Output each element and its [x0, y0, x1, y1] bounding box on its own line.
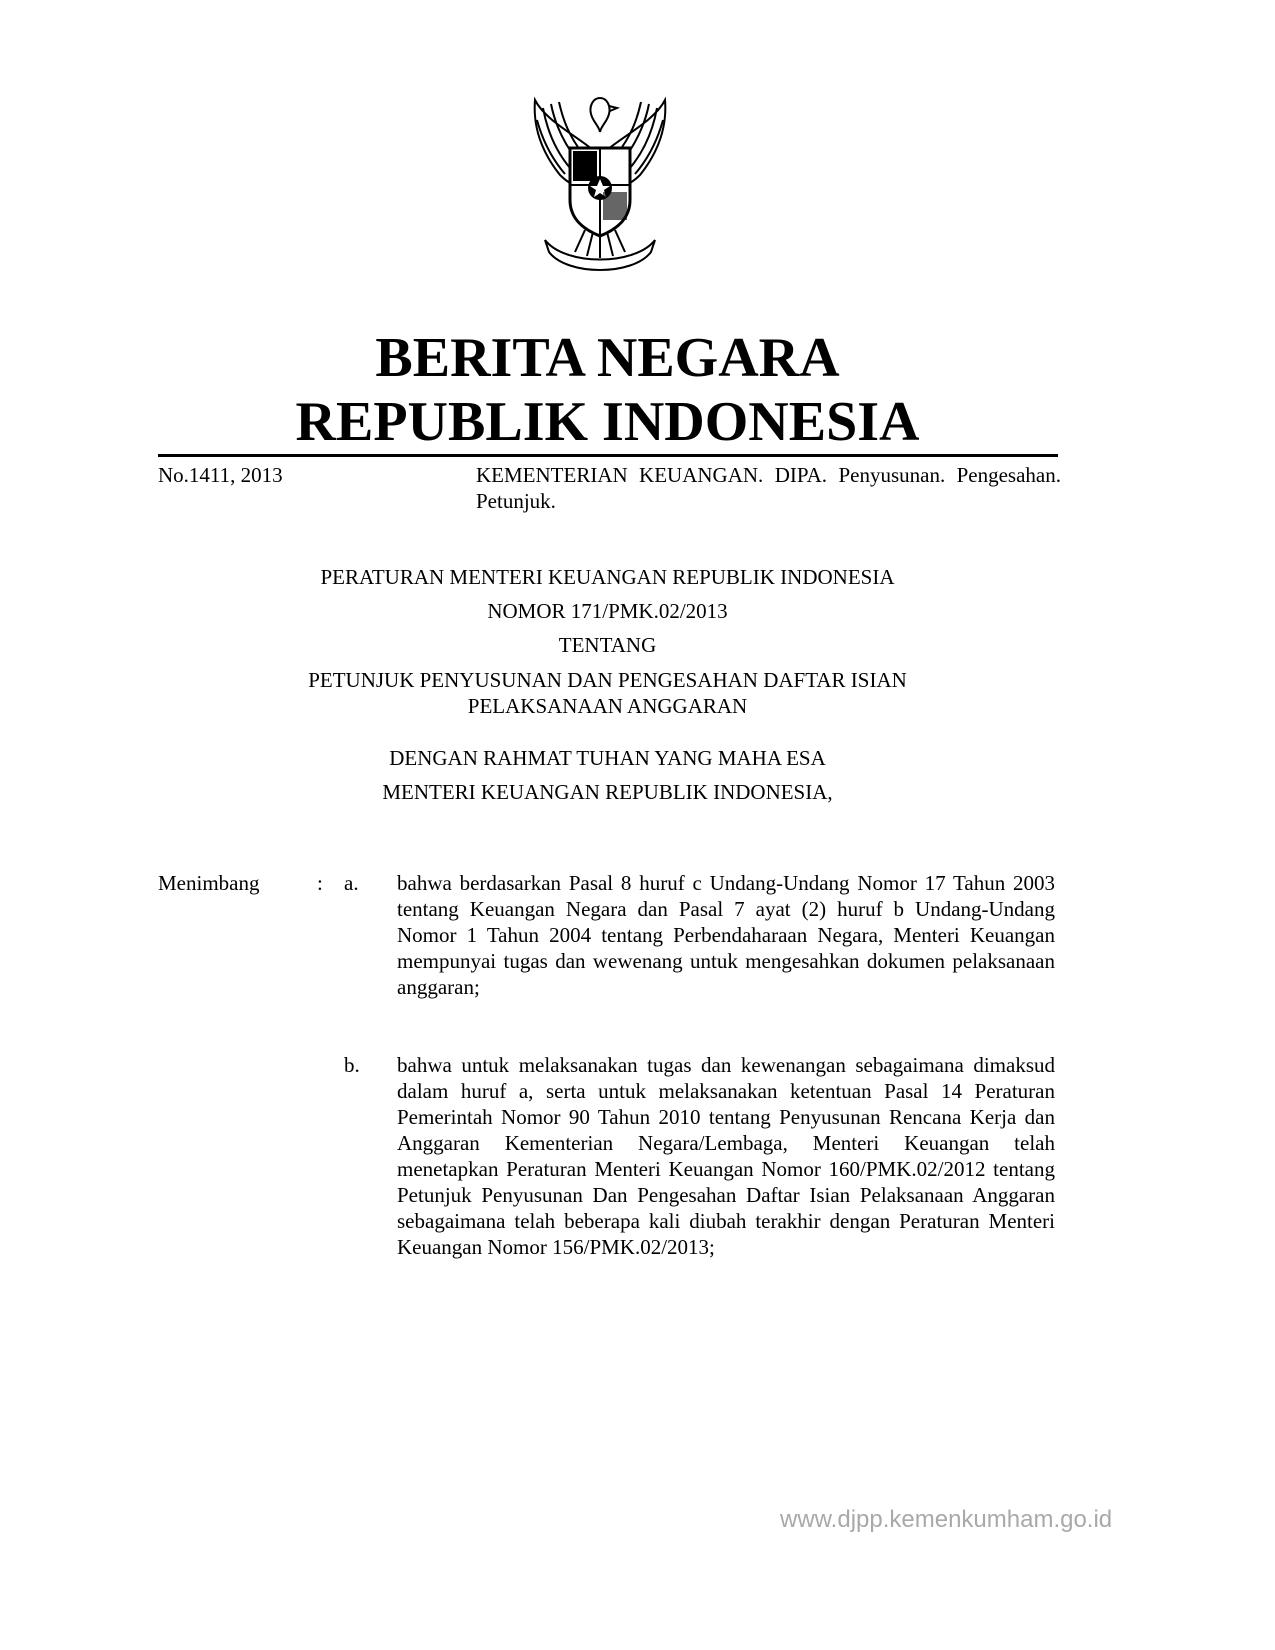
- gazette-topic: KEMENTERIAN KEUANGAN. DIPA. Penyusunan. Pengesahan. Petunjuk.: [476, 463, 1061, 513]
- title-line-1: BERITA NEGARA: [375, 327, 840, 389]
- title-line-2: REPUBLIK INDONESIA: [295, 391, 920, 453]
- preamble-line2: MENTERI KEUANGAN REPUBLIK INDONESIA,: [382, 780, 833, 804]
- item-b-letter: b.: [344, 1053, 360, 1077]
- regulation-subject-line2: PELAKSANAAN ANGGARAN: [467, 694, 748, 718]
- watermark-url: www.djpp.kemenkumham.go.id: [780, 1506, 1113, 1533]
- item-a-letter: a.: [344, 871, 359, 895]
- considering-colon: :: [317, 871, 323, 895]
- item-b-text: bahwa untuk melaksanakan tugas dan kewenangan sebagaimana dimaksud dalam huruf a, serta untuk melaksanakan ketentuan Pasal 14 Peraturan Pemerintah Nomor 90 Tahun 2010 tentang Penyusunan Rencana Kerja dan Anggaran Kementerian Negara/Lembaga, Menteri Keuangan telah menetapkan Peraturan Menteri Keuangan Nomor 160/PMK.02/2012 tentang Petunjuk Penyusunan Dan Pengesahan Daftar Isian Pelaksanaan Anggaran sebagaimana telah beberapa kali diubah terakhir dengan Peraturan Menteri Keuangan Nomor 156/PMK.02/2013;: [397, 1053, 1055, 1259]
- header-divider: [158, 454, 1058, 457]
- preamble-line1: DENGAN RAHMAT TUHAN YANG MAHA ESA: [389, 746, 826, 770]
- regulation-title: PERATURAN MENTERI KEUANGAN REPUBLIK INDONESIA: [320, 565, 895, 589]
- considering-label: Menimbang: [158, 871, 260, 895]
- regulation-number: NOMOR 171/PMK.02/2013: [487, 599, 728, 623]
- gazette-number: No.1411, 2013: [158, 463, 283, 487]
- regulation-subject-line1: PETUNJUK PENYUSUNAN DAN PENGESAHAN DAFTAR ISIAN: [308, 668, 907, 692]
- item-a-text: bahwa berdasarkan Pasal 8 huruf c Undang-Undang Nomor 17 Tahun 2003 tentang Keuangan Negara dan Pasal 7 ayat (2) huruf b Undang-Undang Nomor 1 Tahun 2004 tentang Perbendaharaan Negara, Menteri Keuangan mempunyai tugas dan wewenang untuk mengesahkan dokumen pelaksanaan anggaran;: [397, 871, 1055, 999]
- garuda-emblem-icon: [515, 80, 685, 280]
- regulation-about: TENTANG: [558, 633, 657, 657]
